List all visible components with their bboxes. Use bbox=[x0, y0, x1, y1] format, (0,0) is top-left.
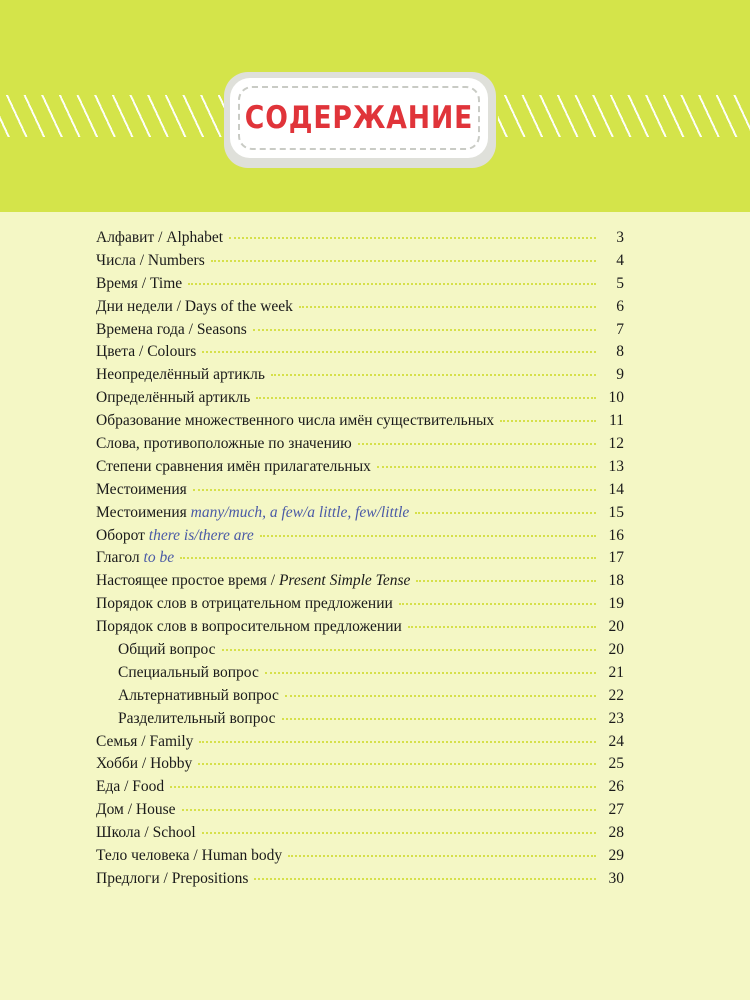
decorative-stripes-left bbox=[0, 95, 232, 137]
leader-dots bbox=[253, 329, 596, 331]
toc-item-page: 23 bbox=[608, 709, 624, 727]
toc-item[interactable] bbox=[96, 275, 624, 298]
leader-dots bbox=[415, 512, 596, 514]
toc-item-english: Present Simple Tense bbox=[278, 572, 411, 590]
toc-item-title: Время / bbox=[96, 274, 150, 292]
toc-item-title: Местоимения bbox=[96, 503, 191, 521]
leader-dots bbox=[182, 809, 596, 811]
toc-item-page: 26 bbox=[608, 778, 624, 796]
leader-dots bbox=[408, 626, 596, 628]
toc-item-page: 11 bbox=[609, 412, 624, 430]
toc-item-page: 3 bbox=[616, 229, 624, 246]
toc-item-page: 12 bbox=[608, 435, 624, 453]
toc-item-page: 13 bbox=[608, 457, 624, 475]
toc-item-title: Порядок слов в вопросительном предложении bbox=[96, 618, 402, 636]
header-band bbox=[0, 0, 750, 212]
toc-item-english: to be bbox=[143, 549, 175, 567]
toc-item[interactable] bbox=[96, 527, 624, 550]
decorative-stripes-right bbox=[498, 95, 750, 137]
toc-item-page: 30 bbox=[608, 869, 624, 887]
leader-dots bbox=[299, 306, 596, 308]
toc-item[interactable] bbox=[96, 252, 624, 275]
toc-item-page: 9 bbox=[616, 366, 624, 384]
toc-item[interactable] bbox=[96, 321, 624, 344]
toc-item-english: Family bbox=[149, 732, 194, 750]
toc-item-english: Numbers bbox=[147, 251, 205, 269]
toc-item-title: Дни недели / bbox=[96, 297, 185, 315]
toc-item-english: Hobby bbox=[150, 755, 193, 773]
leader-dots bbox=[288, 855, 596, 857]
toc-item-page: 16 bbox=[608, 526, 624, 544]
toc-item-title: Настоящее простое время / bbox=[96, 572, 279, 590]
toc-item-page: 14 bbox=[608, 480, 624, 498]
toc-item-title: Степени сравнения имён прилагательных bbox=[96, 457, 371, 475]
toc-item[interactable] bbox=[96, 733, 624, 756]
leader-dots bbox=[271, 374, 596, 376]
leader-dots bbox=[358, 443, 596, 445]
title-badge bbox=[224, 72, 496, 168]
toc-item-english: House bbox=[135, 801, 176, 819]
leader-dots bbox=[500, 420, 596, 422]
toc-item-title: Порядок слов в отрицательном предложении bbox=[96, 595, 393, 613]
leader-dots bbox=[229, 237, 596, 239]
toc-item[interactable] bbox=[96, 412, 624, 435]
leader-dots bbox=[202, 832, 596, 834]
toc-item-english: there is/there are bbox=[148, 526, 254, 544]
toc-item[interactable] bbox=[96, 435, 624, 458]
leader-dots bbox=[199, 741, 596, 743]
leader-dots bbox=[188, 283, 596, 285]
toc-item-title: Альтернативный вопрос bbox=[118, 686, 279, 704]
leader-dots bbox=[180, 557, 596, 559]
toc-item-title: Времена года / bbox=[96, 320, 197, 338]
toc-item[interactable] bbox=[96, 618, 624, 641]
toc-item-page: 4 bbox=[616, 251, 624, 269]
leader-dots bbox=[170, 786, 596, 788]
toc-item-title: Определённый артикль bbox=[96, 389, 251, 407]
toc-item-title: Разделительный вопрос bbox=[118, 709, 276, 727]
leader-dots bbox=[265, 672, 596, 674]
toc-item[interactable] bbox=[96, 504, 624, 527]
leader-dots bbox=[222, 649, 596, 651]
toc-item-english: Days of the week bbox=[184, 297, 293, 315]
toc-item[interactable] bbox=[96, 458, 624, 481]
toc-item-english: Seasons bbox=[196, 320, 247, 338]
toc-item[interactable] bbox=[96, 824, 624, 847]
toc-item-english: Time bbox=[149, 274, 183, 292]
toc-item-page: 20 bbox=[608, 641, 624, 659]
toc-item-english: School bbox=[152, 824, 196, 842]
title-badge-inner bbox=[230, 78, 488, 158]
toc-subitem[interactable] bbox=[96, 641, 624, 664]
toc-item-title: Образование множественного числа имён существительных bbox=[96, 412, 495, 430]
toc-item[interactable] bbox=[96, 847, 624, 870]
toc-item-title: Школа / bbox=[96, 824, 153, 842]
toc-item-title: Неопределённый артикль bbox=[96, 366, 265, 384]
toc-item-page: 15 bbox=[608, 503, 624, 521]
toc-item-page: 28 bbox=[608, 824, 624, 842]
toc-item-page: 7 bbox=[616, 320, 624, 338]
toc-item-title: Оборот bbox=[96, 526, 149, 544]
leader-dots bbox=[416, 580, 596, 582]
toc-item-title: Дом / bbox=[96, 801, 136, 819]
toc-item[interactable] bbox=[96, 595, 624, 618]
toc-item-page: 27 bbox=[608, 801, 624, 819]
toc-item-page: 25 bbox=[608, 755, 624, 773]
leader-dots bbox=[256, 397, 596, 399]
leader-dots bbox=[254, 878, 596, 880]
toc-item[interactable] bbox=[96, 366, 624, 389]
leader-dots bbox=[198, 763, 596, 765]
leader-dots bbox=[202, 351, 596, 353]
toc-item-english: Alphabet bbox=[166, 229, 224, 246]
toc-item-title: Еда / bbox=[96, 778, 133, 796]
toc-item[interactable] bbox=[96, 870, 624, 893]
toc-item[interactable] bbox=[96, 755, 624, 778]
toc-item-title: Хобби / bbox=[96, 755, 151, 773]
toc-item[interactable] bbox=[96, 572, 624, 595]
leader-dots bbox=[282, 718, 597, 720]
toc-item[interactable] bbox=[96, 298, 624, 321]
toc-item-english: many/much, a few/a little, few/little bbox=[190, 503, 410, 521]
toc-item-title: Местоимения bbox=[96, 480, 187, 498]
toc-item[interactable] bbox=[96, 229, 624, 252]
toc-item[interactable] bbox=[96, 801, 624, 824]
toc-item-title: Цвета / bbox=[96, 343, 148, 361]
toc-subitem[interactable] bbox=[96, 664, 624, 687]
toc-item-page: 21 bbox=[608, 663, 624, 681]
toc-item-page: 19 bbox=[608, 595, 624, 613]
toc-item[interactable] bbox=[96, 343, 624, 366]
toc-item[interactable] bbox=[96, 778, 624, 801]
toc-item-title: Предлоги / bbox=[96, 869, 172, 887]
toc-item-page: 6 bbox=[616, 297, 624, 315]
leader-dots bbox=[260, 535, 596, 537]
leader-dots bbox=[193, 489, 596, 491]
toc-item-title: Тело человека / bbox=[96, 847, 202, 865]
toc-item-page: 17 bbox=[608, 549, 624, 567]
toc-item-page: 10 bbox=[608, 389, 624, 407]
toc-item[interactable] bbox=[96, 549, 624, 572]
toc-item-title: Алфавит / bbox=[96, 229, 167, 246]
toc-item-english: Prepositions bbox=[171, 869, 249, 887]
toc-item-title: Слова, противоположные по значению bbox=[96, 435, 352, 453]
page-title: СОДЕРЖАНИЕ bbox=[244, 100, 474, 136]
toc-item-title: Специальный вопрос bbox=[118, 663, 259, 681]
toc-item[interactable] bbox=[96, 389, 624, 412]
toc-item-english: Food bbox=[132, 778, 165, 796]
toc-item-page: 22 bbox=[608, 686, 624, 704]
toc-item-page: 18 bbox=[608, 572, 624, 590]
toc-item-page: 20 bbox=[608, 618, 624, 636]
toc-item-page: 5 bbox=[616, 274, 624, 292]
toc-item-english: Human body bbox=[201, 847, 283, 865]
table-of-contents bbox=[96, 229, 624, 893]
toc-item-title: Числа / bbox=[96, 251, 148, 269]
toc-item-page: 24 bbox=[608, 732, 624, 750]
toc-item-title: Семья / bbox=[96, 732, 150, 750]
toc-item-title: Общий вопрос bbox=[118, 641, 216, 659]
toc-item-english: Colours bbox=[147, 343, 197, 361]
toc-item-page: 29 bbox=[608, 847, 624, 865]
leader-dots bbox=[285, 695, 596, 697]
toc-item[interactable] bbox=[96, 481, 624, 504]
leader-dots bbox=[399, 603, 596, 605]
toc-subitem[interactable] bbox=[96, 710, 624, 733]
leader-dots bbox=[377, 466, 596, 468]
toc-subitem[interactable] bbox=[96, 687, 624, 710]
toc-item-title: Глагол bbox=[96, 549, 144, 567]
toc-item-page: 8 bbox=[616, 343, 624, 361]
leader-dots bbox=[211, 260, 596, 262]
